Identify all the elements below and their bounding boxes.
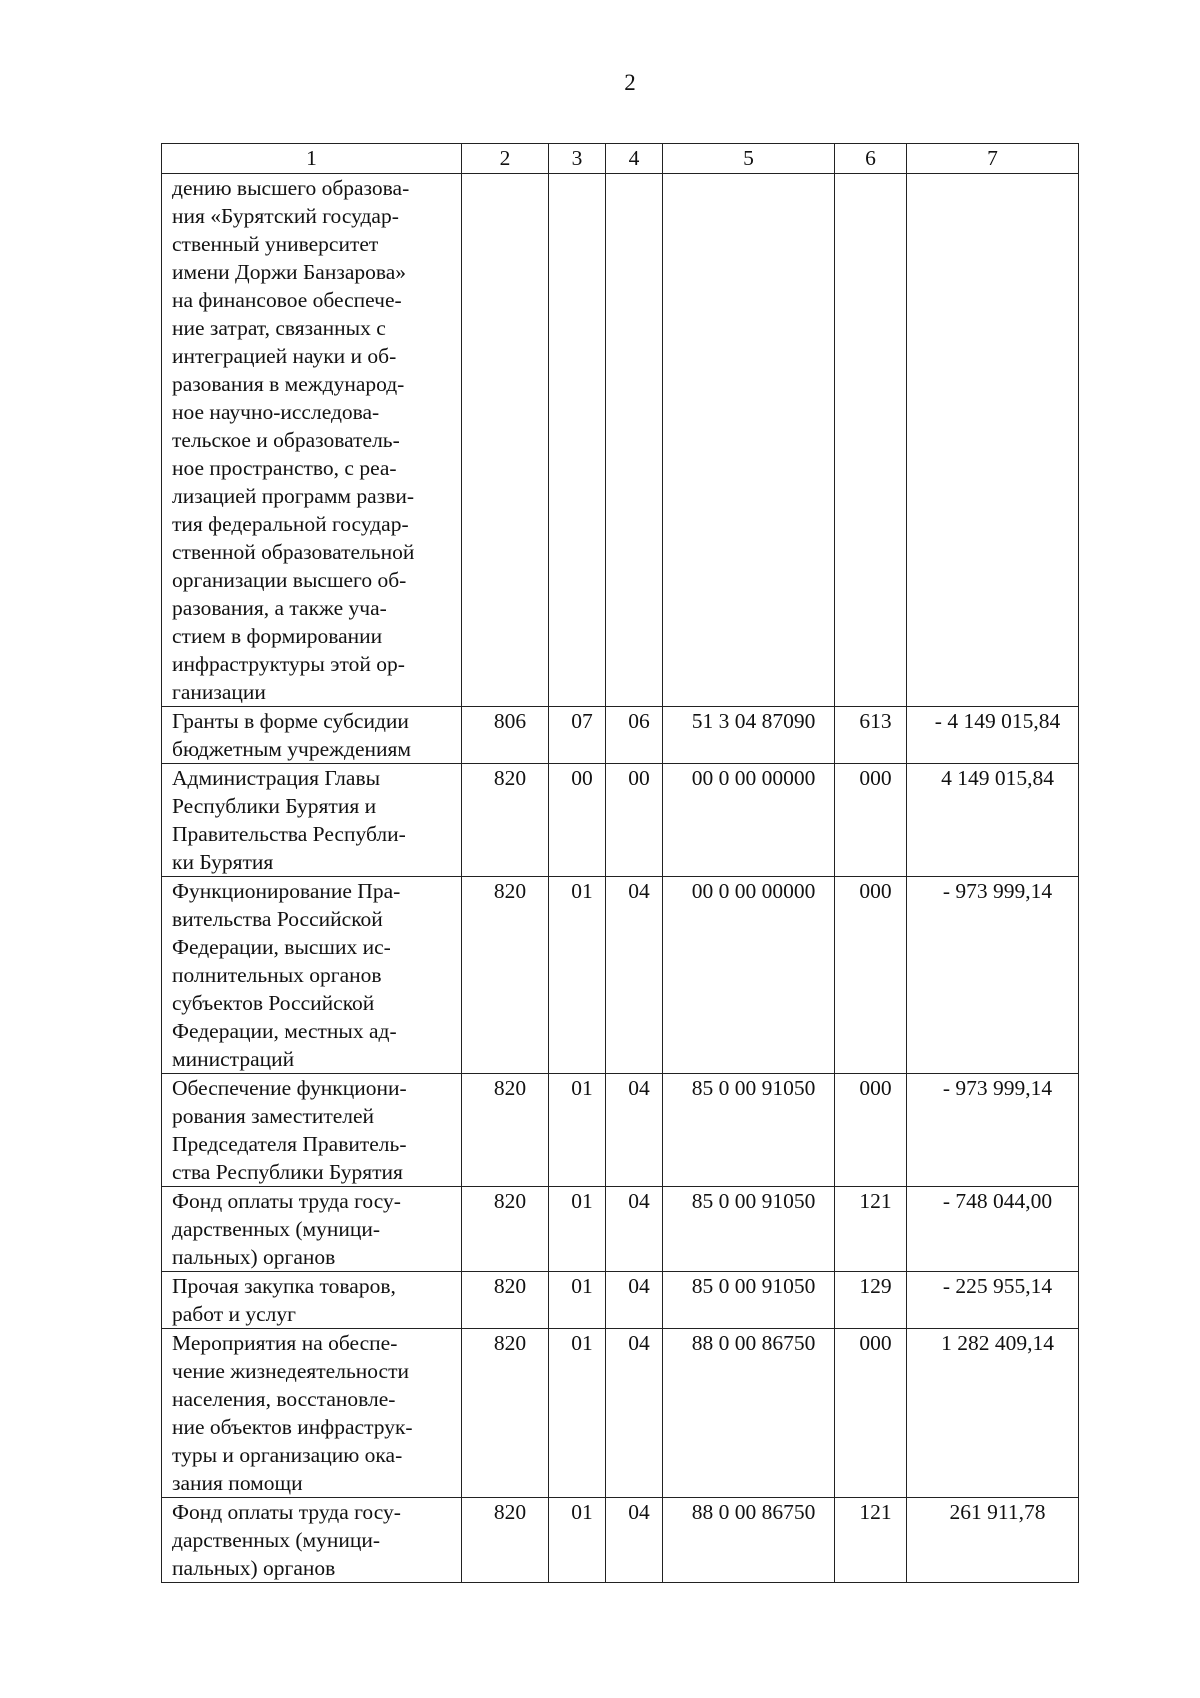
column-header: 1 (162, 144, 462, 174)
row-name-line: организации высшего об- (172, 568, 407, 592)
table-header-row (162, 144, 1079, 174)
expense-type-cell: 121 (835, 1187, 907, 1272)
admin-code-cell: 820 (462, 1329, 549, 1498)
row-name-line: ние объектов инфраструк- (172, 1415, 413, 1439)
admin-code-cell (462, 174, 549, 707)
target-article-cell: 88 0 00 86750 (663, 1329, 835, 1498)
row-name-line: Федерации, высших ис- (172, 935, 391, 959)
row-name-line: ки Бурятия (172, 850, 274, 874)
row-name-line: Администрация Главы (172, 766, 381, 790)
amount-cell: 261 911,78 (907, 1498, 1079, 1583)
expense-type-cell (835, 174, 907, 707)
expense-type-cell: 121 (835, 1498, 907, 1583)
section-code-cell: 01 (549, 1074, 606, 1187)
target-article-cell: 85 0 00 91050 (663, 1272, 835, 1329)
budget-table (161, 143, 1079, 1583)
row-name-line: работ и услуг (172, 1302, 296, 1326)
row-name-line: туры и организацию ока- (172, 1443, 403, 1467)
column-header: 3 (549, 144, 606, 174)
section-code-cell: 01 (549, 1329, 606, 1498)
page-number: 2 (624, 70, 636, 95)
row-name-cell (162, 174, 462, 707)
column-header: 5 (663, 144, 835, 174)
table-body (162, 174, 1079, 1583)
row-name-line: чение жизнедеятельности (172, 1359, 409, 1383)
row-name-line: субъектов Российской (172, 991, 375, 1015)
target-article-cell: 00 0 00 00000 (663, 764, 835, 877)
row-name-line: Федерации, местных ад- (172, 1019, 397, 1043)
table-row (162, 1187, 1079, 1272)
row-name-line: ганизации (172, 680, 266, 704)
row-name-line: ственной образовательной (172, 540, 415, 564)
amount-cell: - 973 999,14 (907, 877, 1079, 1074)
section-code-cell: 01 (549, 877, 606, 1074)
row-name-line: тельское и образователь- (172, 428, 400, 452)
target-article-cell (663, 174, 835, 707)
column-header: 2 (462, 144, 549, 174)
table-row (162, 877, 1079, 1074)
row-name-line: разования, а также уча- (172, 596, 387, 620)
row-name-line: населения, восстановле- (172, 1387, 396, 1411)
row-name-line: бюджетным учреждениям (172, 737, 411, 761)
expense-type-cell: 129 (835, 1272, 907, 1329)
row-name-line: ства Республики Бурятия (172, 1160, 403, 1184)
row-name-cell (162, 707, 462, 764)
column-header: 6 (835, 144, 907, 174)
expense-type-cell: 000 (835, 1074, 907, 1187)
table-row (162, 764, 1079, 877)
section-code-cell: 07 (549, 707, 606, 764)
subsection-code-cell (606, 174, 663, 707)
row-name-line: имени Доржи Банзарова» (172, 260, 407, 284)
row-name-line: Гранты в форме субсидии (172, 709, 409, 733)
table-row (162, 1498, 1079, 1583)
table-row (162, 1329, 1079, 1498)
section-code-cell: 01 (549, 1272, 606, 1329)
expense-type-cell: 613 (835, 707, 907, 764)
amount-cell: - 225 955,14 (907, 1272, 1079, 1329)
row-name-line: ное научно-исследова- (172, 400, 380, 424)
subsection-code-cell: 04 (606, 1498, 663, 1583)
admin-code-cell: 820 (462, 1498, 549, 1583)
amount-cell: 4 149 015,84 (907, 764, 1079, 877)
column-header: 4 (606, 144, 663, 174)
section-code-cell: 01 (549, 1498, 606, 1583)
amount-cell: 1 282 409,14 (907, 1329, 1079, 1498)
row-name-line: ственный университет (172, 232, 379, 256)
admin-code-cell: 820 (462, 1074, 549, 1187)
admin-code-cell: 820 (462, 1272, 549, 1329)
subsection-code-cell: 04 (606, 1272, 663, 1329)
target-article-cell: 88 0 00 86750 (663, 1498, 835, 1583)
row-name-cell (162, 1498, 462, 1583)
row-name-line: рования заместителей (172, 1104, 375, 1128)
admin-code-cell: 820 (462, 764, 549, 877)
subsection-code-cell: 04 (606, 1074, 663, 1187)
subsection-code-cell: 04 (606, 877, 663, 1074)
amount-cell: - 4 149 015,84 (907, 707, 1079, 764)
row-name-line: Фонд оплаты труда госу- (172, 1500, 401, 1524)
subsection-code-cell: 04 (606, 1187, 663, 1272)
section-code-cell: 01 (549, 1187, 606, 1272)
row-name-line: министраций (172, 1047, 295, 1071)
subsection-code-cell: 04 (606, 1329, 663, 1498)
table-row (162, 174, 1079, 707)
row-name-cell (162, 1272, 462, 1329)
expense-type-cell: 000 (835, 877, 907, 1074)
amount-cell (907, 174, 1079, 707)
subsection-code-cell: 00 (606, 764, 663, 877)
row-name-line: зания помощи (172, 1471, 303, 1495)
row-name-line: Мероприятия на обеспе- (172, 1331, 398, 1355)
admin-code-cell: 806 (462, 707, 549, 764)
section-code-cell (549, 174, 606, 707)
row-name-line: дению высшего образова- (172, 176, 410, 200)
amount-cell: - 748 044,00 (907, 1187, 1079, 1272)
target-article-cell: 85 0 00 91050 (663, 1074, 835, 1187)
row-name-line: Функционирование Пра- (172, 879, 401, 903)
row-name-line: тия федеральной государ- (172, 512, 409, 536)
expense-type-cell: 000 (835, 1329, 907, 1498)
target-article-cell: 85 0 00 91050 (663, 1187, 835, 1272)
row-name-line: ное пространство, с реа- (172, 456, 397, 480)
row-name-line: стием в формировании (172, 624, 383, 648)
table-row (162, 1272, 1079, 1329)
row-name-line: разования в международ- (172, 372, 405, 396)
section-code-cell: 00 (549, 764, 606, 877)
row-name-line: ния «Бурятский государ- (172, 204, 399, 228)
row-name-line: Председателя Правитель- (172, 1132, 407, 1156)
row-name-cell (162, 1074, 462, 1187)
row-name-line: лизацией программ разви- (172, 484, 415, 508)
row-name-line: инфраструктуры этой ор- (172, 652, 405, 676)
row-name-line: на финансовое обеспече- (172, 288, 402, 312)
table-row (162, 707, 1079, 764)
row-name-cell (162, 877, 462, 1074)
row-name-line: Обеспечение функциони- (172, 1076, 407, 1100)
row-name-line: полнительных органов (172, 963, 382, 987)
row-name-line: Фонд оплаты труда госу- (172, 1189, 401, 1213)
row-name-line: дарственных (муници- (172, 1528, 381, 1552)
row-name-line: пальных) органов (172, 1245, 336, 1269)
target-article-cell: 51 3 04 87090 (663, 707, 835, 764)
row-name-cell (162, 764, 462, 877)
row-name-cell (162, 1187, 462, 1272)
admin-code-cell: 820 (462, 877, 549, 1074)
target-article-cell: 00 0 00 00000 (663, 877, 835, 1074)
admin-code-cell: 820 (462, 1187, 549, 1272)
row-name-cell (162, 1329, 462, 1498)
row-name-line: интеграцией науки и об- (172, 344, 397, 368)
expense-type-cell: 000 (835, 764, 907, 877)
column-header: 7 (907, 144, 1079, 174)
amount-cell: - 973 999,14 (907, 1074, 1079, 1187)
row-name-line: Прочая закупка товаров, (172, 1274, 396, 1298)
subsection-code-cell: 06 (606, 707, 663, 764)
row-name-line: Правительства Республи- (172, 822, 406, 846)
row-name-line: пальных) органов (172, 1556, 336, 1580)
row-name-line: Республики Бурятия и (172, 794, 377, 818)
row-name-line: вительства Российской (172, 907, 383, 931)
row-name-line: ние затрат, связанных с (172, 316, 386, 340)
row-name-line: дарственных (муници- (172, 1217, 381, 1241)
table-row (162, 1074, 1079, 1187)
